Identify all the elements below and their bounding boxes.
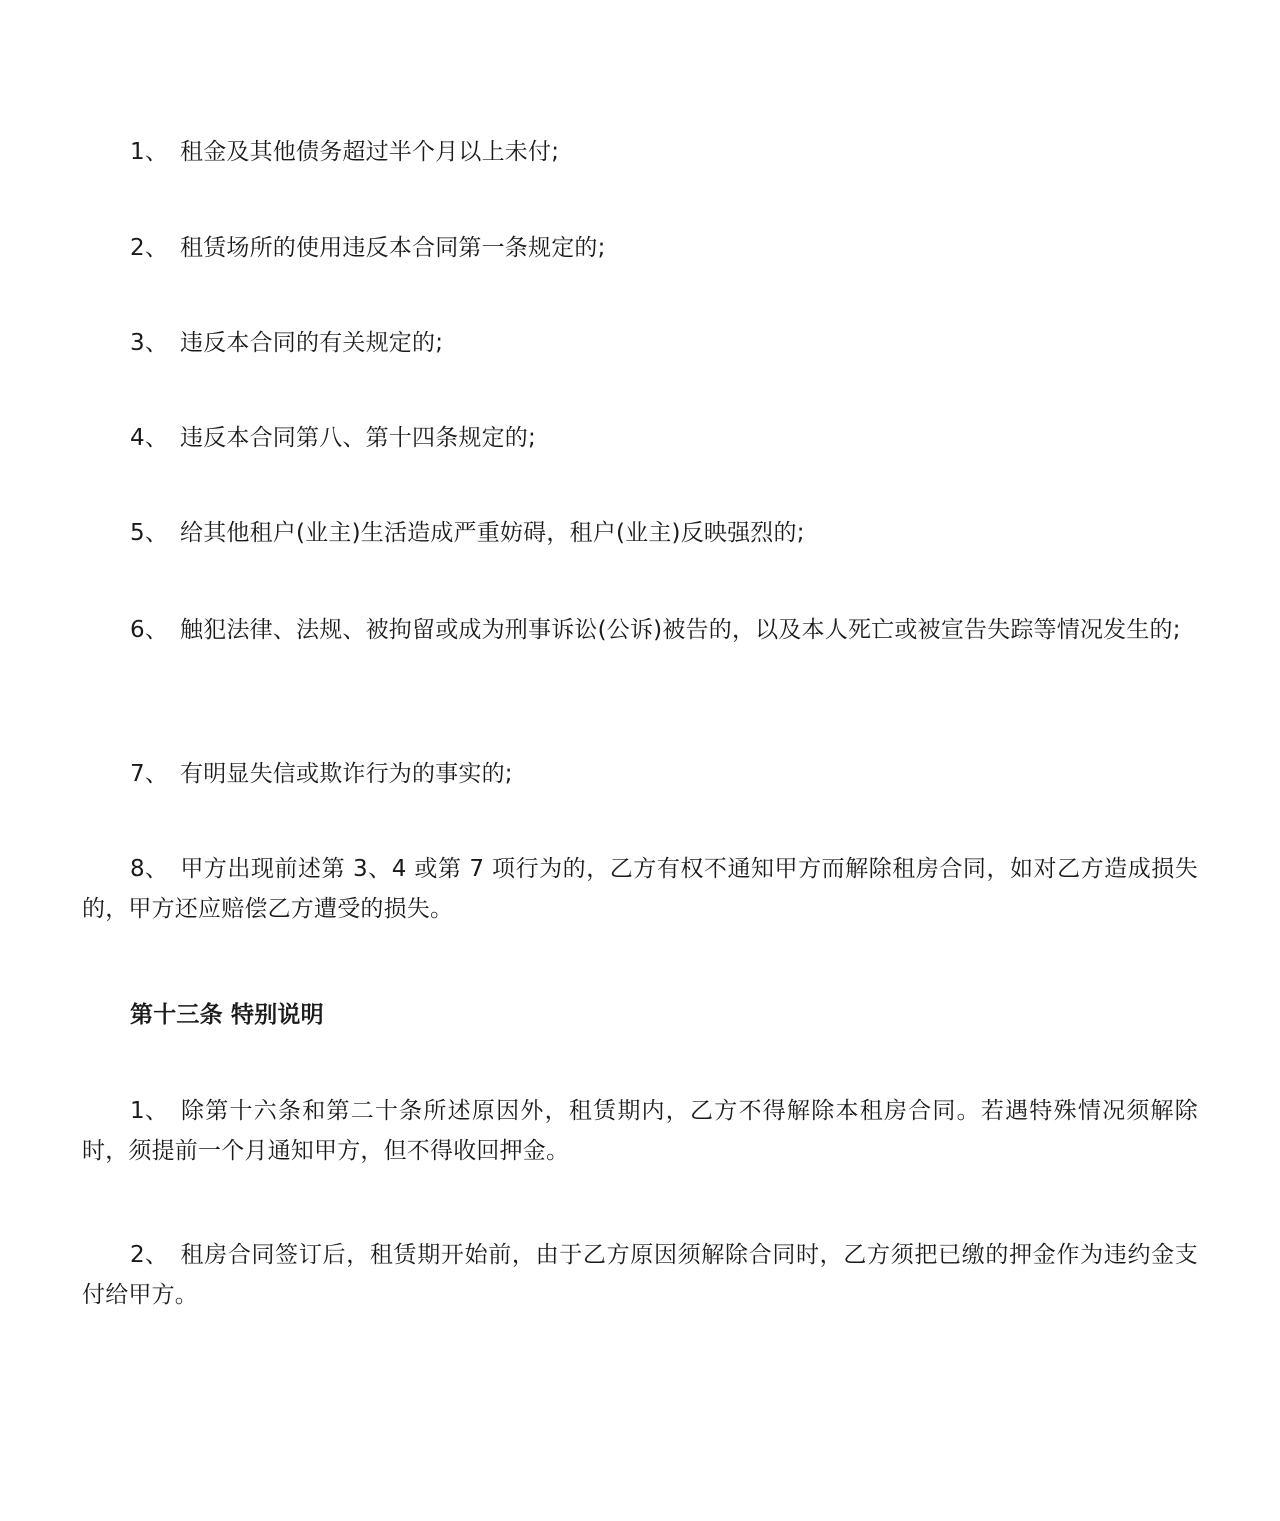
clause-text: 给其他租户(业主)生活造成严重妨碍，租户(业主)反映强烈的; [180, 520, 805, 546]
clause-item-6 [82, 610, 1198, 650]
clause-text: 触犯法律、法规、被拘留或成为刑事诉讼(公诉)被告的，以及本人死亡或被宣告失踪等情况发生的; [180, 617, 1181, 643]
special-item-1 [82, 1091, 1198, 1171]
clause-item-5 [82, 513, 1198, 553]
clause-item-7 [82, 754, 1198, 794]
clause-item-8 [82, 849, 1198, 929]
clause-text: 租金及其他债务超过半个月以上未付; [180, 139, 560, 165]
clause-item-1 [82, 132, 1198, 172]
clause-number: 6、 [130, 617, 169, 643]
special-item-2 [82, 1235, 1198, 1315]
clause-number: 2、 [130, 235, 169, 261]
clause-text: 租赁场所的使用违反本合同第一条规定的; [180, 235, 606, 261]
clause-item-4 [82, 418, 1198, 458]
clause-item-2 [82, 228, 1198, 268]
clause-text: 有明显失信或欺诈行为的事实的; [180, 761, 513, 787]
clause-number: 7、 [130, 761, 169, 787]
clause-number: 4、 [130, 425, 169, 451]
clause-number: 8、 [130, 856, 169, 882]
clause-number: 1、 [130, 1098, 169, 1124]
clause-number: 5、 [130, 520, 169, 546]
section-heading: 第十三条 特别说明 [130, 1002, 324, 1028]
clause-text: 租房合同签订后，租赁期开始前，由于乙方原因须解除合同时，乙方须把已缴的押金作为违约金支付给甲方。 [82, 1242, 1198, 1308]
clause-text: 甲方出现前述第 3、4 或第 7 项行为的，乙方有权不通知甲方而解除租房合同，如对乙方造成损失的，甲方还应赔偿乙方遭受的损失。 [82, 856, 1198, 922]
clause-item-3 [82, 323, 1198, 363]
clause-text: 违反本合同的有关规定的; [180, 330, 444, 356]
clause-text: 除第十六条和第二十条所述原因外，租赁期内，乙方不得解除本租房合同。若遇特殊情况须解除时，须提前一个月通知甲方，但不得收回押金。 [82, 1098, 1198, 1164]
clause-text: 违反本合同第八、第十四条规定的; [180, 425, 536, 451]
clause-number: 3、 [130, 330, 169, 356]
clause-number: 1、 [130, 139, 169, 165]
clause-number: 2、 [130, 1242, 169, 1268]
